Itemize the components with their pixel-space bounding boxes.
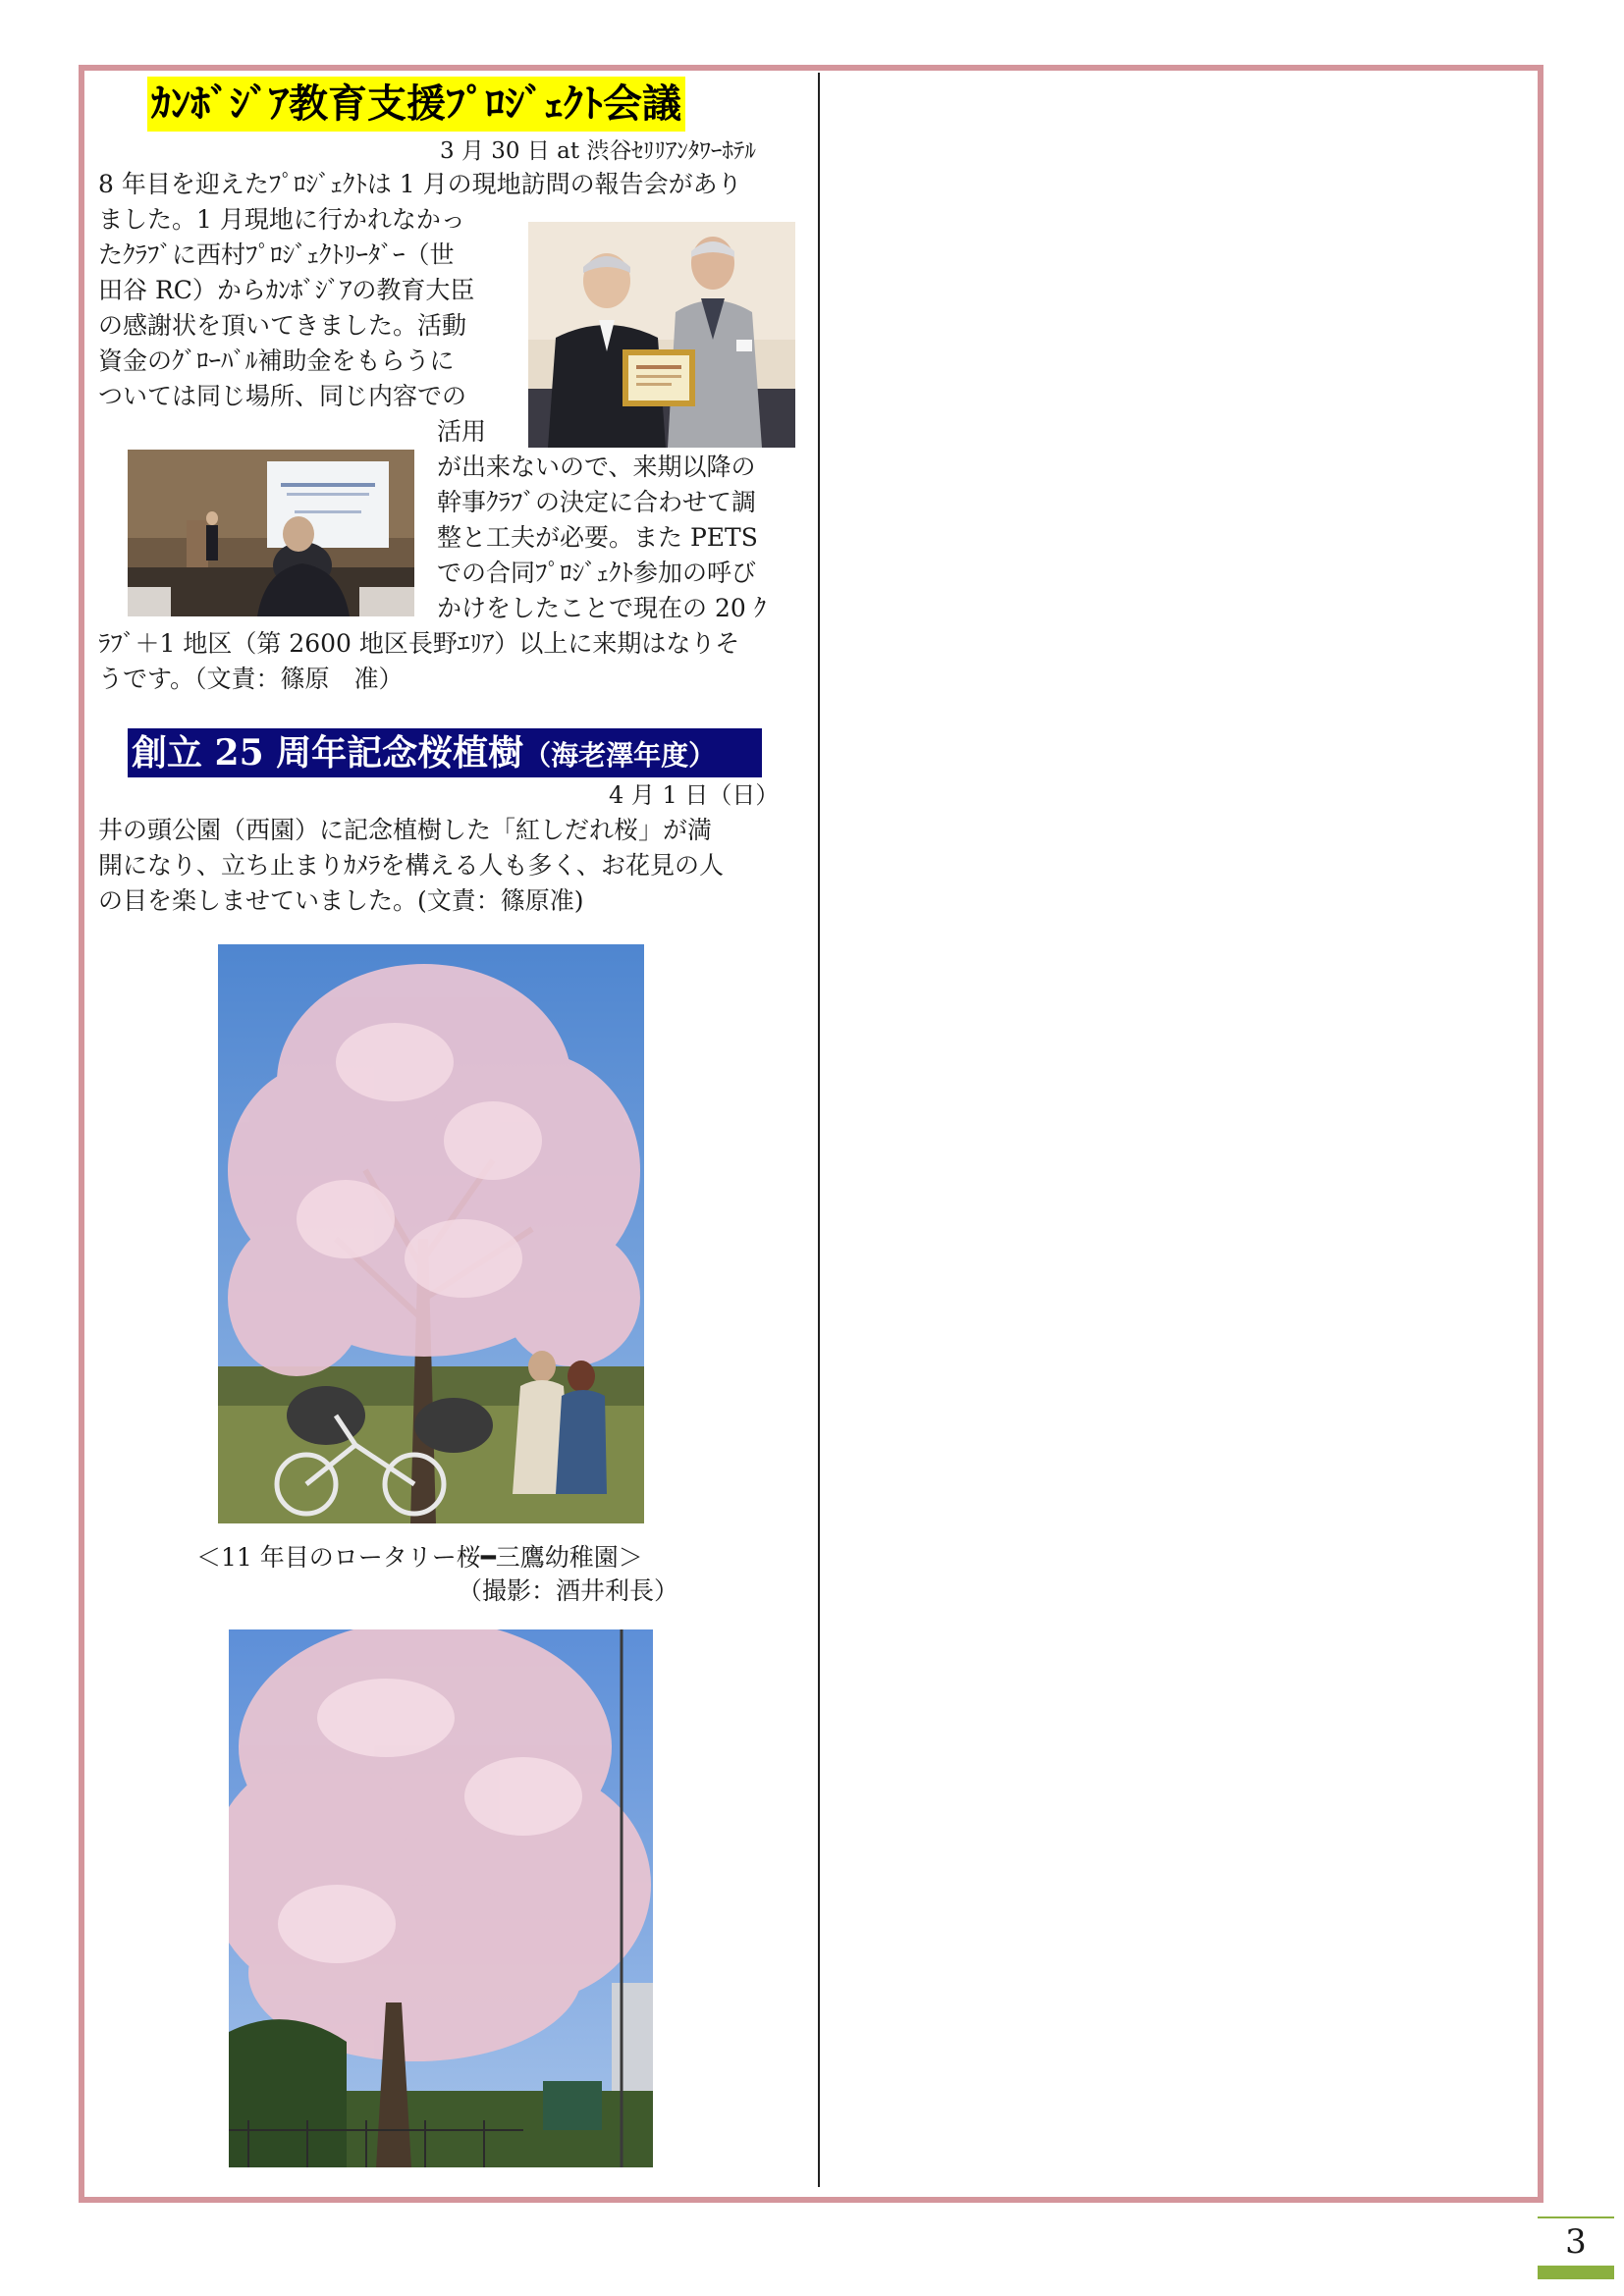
article2-dateline: 4 月 1 日（日） xyxy=(609,781,780,809)
page-number: 3 xyxy=(1565,2222,1587,2262)
article1-line: ついては同じ場所、同じ内容での xyxy=(98,382,467,410)
article1-line: での合同ﾌﾟﾛｼﾞｪｸﾄ参加の呼び xyxy=(437,559,757,587)
article1-line: 田谷 RC）からｶﾝﾎﾞｼﾞｱの教育大臣 xyxy=(98,276,475,304)
article1-line: かけをしたことで現在の 20 ｸ xyxy=(437,594,767,622)
article2-line: 開になり、立ち止まりｶﾒﾗを構える人も多く、お花見の人 xyxy=(98,851,725,880)
photo-credit: （撮影：酒井利長） xyxy=(458,1576,679,1605)
article1-line: ﾗﾌﾞ＋1 地区（第 2600 地区長野ｴﾘｱ）以上に来期はなりそ xyxy=(98,629,740,658)
article2-title-main: 創立 25 周年記念桜植樹 xyxy=(132,732,524,774)
photo-caption: ＜11 年目のロータリー桜━三鷹幼稚園＞ xyxy=(196,1543,643,1572)
article1-line: の感謝状を頂いてきました。活動 xyxy=(98,311,467,340)
article2-line: の目を楽しませていました。(文責：篠原准) xyxy=(98,886,584,915)
article1-line: 整と工夫が必要。また PETS xyxy=(437,523,758,552)
article1-line: ました。1 月現地に行かれなかっ xyxy=(98,205,465,234)
article1-line: たｸﾗﾌﾞに西村ﾌﾟﾛｼﾞｪｸﾄﾘｰﾀﾞｰ（世 xyxy=(98,240,455,269)
cherry-tree-park-photo xyxy=(218,944,644,1523)
article2-title-suffix: （海老澤年度） xyxy=(523,739,717,772)
article2-title xyxy=(128,728,762,777)
page-number-bar xyxy=(1538,2266,1614,2279)
article1-line: が出来ないので、来期以降の xyxy=(437,453,756,481)
article1-line: 8 年目を迎えたﾌﾟﾛｼﾞｪｸﾄは 1 月の現地訪問の報告会があり xyxy=(98,170,742,198)
column-divider xyxy=(818,73,820,2187)
article1-line: うです。（文責：篠原 准） xyxy=(98,665,404,693)
article1-title: ｶﾝﾎﾞｼﾞｱ教育支援ﾌﾟﾛｼﾞｪｸﾄ会議 xyxy=(147,77,685,132)
article1-line: 資金のｸﾞﾛｰﾊﾞﾙ補助金をもらうに xyxy=(98,347,455,375)
certificate-photo xyxy=(528,222,795,448)
cherry-tree-kindergarten-photo xyxy=(229,1629,653,2167)
page-number-rule xyxy=(1538,2216,1614,2218)
article2-line: 井の頭公園（西園）に記念植樹した「紅しだれ桜」が満 xyxy=(98,816,713,844)
article1-line: 活用 xyxy=(437,417,487,446)
article1-line: 幹事ｸﾗﾌﾞの決定に合わせて調 xyxy=(437,488,757,516)
meeting-photo xyxy=(128,450,414,616)
article1-dateline: 3 月 30 日 at 渋谷ｾﾘﾘｱﾝﾀﾜｰﾎﾃﾙ xyxy=(440,138,756,164)
